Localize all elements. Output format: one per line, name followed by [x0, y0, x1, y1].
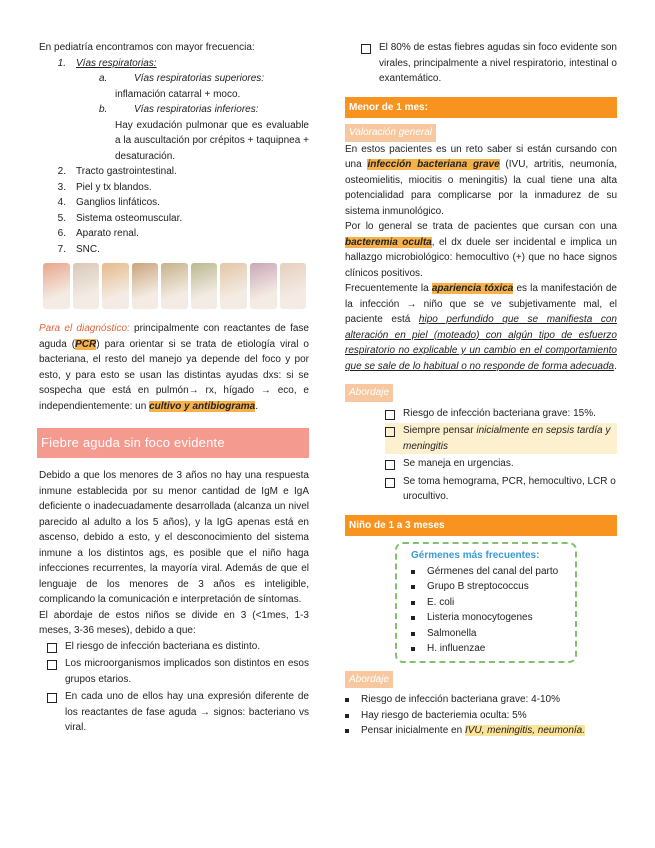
paragraph — [345, 142, 617, 220]
check-text — [403, 474, 617, 505]
list-item — [39, 211, 309, 227]
underlined-text: hipo perfundido que se manifiesta con alteración en piel (moteado) con algún tipo de esfuerzo respiratorio no explicable y un cambio en el comportamiento que se sale de lo habitual o no responde de forma adecuada — [345, 314, 617, 372]
highlight: apariencia tóxica — [431, 283, 514, 294]
organ-image — [73, 263, 100, 309]
check-text-part: Siempre pensar — [403, 425, 477, 436]
sub-item-a — [39, 71, 309, 87]
text: es la manifestación de la infección → niño que se ve subjetivamente mal, el paciente está — [345, 283, 617, 325]
organ-image — [220, 263, 247, 309]
check-text — [403, 423, 617, 454]
section-header: Menor de 1 mes: — [345, 97, 617, 119]
checkbox-icon — [385, 460, 395, 470]
list-number: 6. — [57, 228, 66, 239]
list-number: 4. — [57, 197, 66, 208]
list-number: 7. — [57, 243, 66, 255]
check-text-part: Se toma hemograma, PCR, hemocultivo, LCR o urocultivo. — [403, 475, 616, 502]
germs-box — [395, 542, 577, 663]
check-item — [385, 423, 617, 454]
list-item — [39, 226, 309, 242]
left-column — [39, 40, 309, 738]
organ-image — [102, 263, 129, 309]
check-item — [385, 456, 617, 472]
list-item — [39, 180, 309, 196]
right-column — [345, 40, 617, 739]
checkbox-icon — [47, 693, 57, 703]
germ-text: Listeria monocytogenes — [427, 612, 533, 623]
germ-text: Grupo B streptococcus — [427, 581, 529, 592]
checkbox-icon — [385, 478, 395, 488]
list-text: Tracto gastrointestinal. — [76, 166, 177, 177]
paragraph — [345, 281, 617, 374]
organ-image — [280, 263, 307, 309]
germ-item — [411, 641, 565, 657]
paragraph — [345, 219, 617, 281]
paragraph: Debido a que los menores de 3 años no hay una respuesta inmune establecida por su menor cantidad de IgM e IgA deficiente o inadecuadamente desarrollada (alcanza un nivel parecido al adulto a los 5 años), y la IgG apenas está en ascenso, debido a esto, y el desconocimiento del sistema inmune a los distintos ags, es posible que el niño haga infecciones recurrentes, la mayoría viral. Además de que el lenguaje de los menores de 3 años es inteligible, complicando la comunicación e interpretación de síntomas. — [39, 470, 309, 606]
system-list — [39, 56, 309, 72]
organ-image — [191, 263, 218, 309]
sub-letter: b. — [99, 104, 108, 115]
sub-letter: a. — [99, 73, 108, 84]
check-item — [47, 656, 309, 687]
check-text: En cada uno de ellos hay una expresión diferente de los reactantes de fase aguda → signos: bacteriano vs viral. — [65, 691, 309, 734]
text: (IVU, artritis, neumonía, osteomielitis, miocitis o meningitis) la cual tiene una alta potencialidad para complicarse por la inmadurez de su sistema inmunológico. — [345, 159, 618, 217]
text: Frecuentemente la — [345, 283, 432, 294]
text: Por lo general se trata de pacientes que cursan con una — [345, 221, 617, 232]
list-item — [39, 56, 309, 72]
check-text — [403, 406, 596, 422]
organ-image — [43, 263, 70, 309]
check-text-part: Se maneja en urgencias. — [403, 458, 514, 469]
text: , el dx duele ser incidental e implica un hallazgo microbiológico: hemocultivo (+) que no hace signos clínicos positivos. — [345, 236, 617, 279]
germ-item — [411, 579, 565, 595]
highlight: infección bacteriana grave — [367, 159, 500, 170]
checkbox-icon — [385, 410, 395, 420]
organ-image — [132, 263, 159, 309]
bullet-icon — [411, 616, 415, 620]
list-item — [39, 195, 309, 211]
germ-item — [411, 626, 565, 642]
check-item — [385, 474, 617, 505]
germ-text: H. influenzae — [427, 643, 486, 654]
dx-highlight: cultivo y antibiograma — [149, 400, 256, 412]
germ-item — [411, 610, 565, 626]
section-header: Niño de 1 a 3 meses — [345, 515, 617, 537]
bullet-text: Hay riesgo de bacteriemia oculta: 5% — [361, 709, 527, 721]
check-item — [47, 689, 309, 736]
dx-text: principalmente con reactantes de fase aguda ( — [39, 323, 309, 350]
dx-pcr: PCR — [75, 338, 97, 350]
bullet-icon — [411, 585, 415, 589]
list-number: 1. — [57, 57, 66, 69]
germ-text: E. coli — [427, 596, 455, 608]
bullet-item — [345, 708, 617, 724]
organ-image — [250, 263, 277, 309]
check-text — [403, 456, 514, 472]
subsection-label: Abordaje — [345, 671, 393, 689]
dx-text: ) para orientar si se trata de etiología viral o bacteriana, el resto del manejo ya depende del foco y por esto, y para esto se usan las distintas ayudas dxs: si se sospecha que está en pulmón→ rx, hígado → eco, e independientemente: un — [39, 338, 309, 412]
bullet-item — [345, 692, 617, 708]
check-text: Los microorganismos implicados son distintos en esos grupos etarios. — [65, 658, 309, 685]
check-text-part: Riesgo de infección bacteriana grave: 15%. — [403, 407, 596, 419]
bullet-icon — [411, 632, 415, 636]
check-text: El riesgo de infección bacteriana es distinto. — [65, 640, 261, 652]
bullet-highlight: IVU, meningitis, neumonía. — [464, 725, 586, 736]
check-list — [345, 406, 617, 505]
list-item — [39, 164, 309, 180]
list-item — [39, 242, 309, 258]
check-item — [385, 406, 617, 422]
germ-item — [411, 595, 565, 611]
check-item — [47, 639, 309, 655]
list-text: Aparato renal. — [76, 228, 139, 239]
bullet-icon — [411, 570, 415, 574]
organ-images — [43, 263, 309, 311]
sub-text: inflamación catarral + moco. — [115, 88, 241, 100]
bullet-list — [345, 692, 617, 739]
bullet-text: Riesgo de infección bacteriana grave: 4-10% — [361, 694, 561, 705]
check-list — [39, 639, 309, 736]
germ-item — [411, 564, 565, 580]
list-number: 5. — [57, 212, 66, 224]
germ-text: Gérmenes del canal del parto — [427, 565, 559, 577]
checkbox-icon — [47, 643, 57, 653]
text: En estos pacientes es un reto saber si están cursando con una — [345, 143, 617, 170]
bullet-icon — [345, 714, 349, 718]
dx-lead: Para el diagnóstico: — [39, 323, 130, 334]
bullet-item — [345, 723, 617, 739]
list-number: 2. — [57, 166, 66, 177]
check-item — [345, 40, 617, 87]
bullet-icon — [411, 601, 415, 605]
highlight: bacteremia oculta — [345, 236, 432, 248]
organ-image — [161, 263, 188, 309]
bullet-icon — [345, 698, 349, 702]
list-text: Ganglios linfáticos. — [76, 197, 160, 208]
sub-title: Vías respiratorias inferiores: — [134, 104, 259, 115]
list-text: Vías respiratorias: — [76, 57, 157, 69]
list-text: Piel y tx blandos. — [76, 181, 152, 193]
checkbox-icon — [385, 427, 395, 437]
sub-item-b — [39, 102, 309, 118]
list-number: 3. — [57, 181, 66, 193]
bullet-icon — [345, 729, 349, 733]
check-text: El 80% de estas fiebres agudas sin foco evidente son virales, principalmente a nivel respiratorio, intestinal o exantemático. — [379, 42, 617, 84]
sub-text: Hay exudación pulmonar que es evaluable a la auscultación por crépitos + taquipnea + desaturación. — [115, 119, 309, 162]
sub-title: Vías respiratorias superiores: — [134, 73, 265, 84]
checkbox-icon — [47, 660, 57, 670]
list-text: SNC. — [76, 243, 100, 255]
list-text: Sistema osteomuscular. — [76, 212, 183, 224]
system-list-rest — [39, 164, 309, 257]
intro-text: En pediatría encontramos con mayor frecuencia: — [39, 42, 255, 53]
germs-title: Gérmenes más frecuentes: — [411, 550, 540, 561]
subsection-label: Abordaje — [345, 384, 393, 402]
diagnosis-paragraph — [39, 321, 309, 414]
germ-text: Salmonella — [427, 627, 477, 639]
check-text-italic: inicialmente en sepsis tardía y meningitis — [403, 425, 611, 452]
section-title: Fiebre aguda sin foco evidente — [37, 428, 309, 458]
bullet-icon — [411, 647, 415, 651]
text: . — [614, 360, 617, 372]
checkbox-icon — [361, 44, 371, 54]
germs-list — [411, 564, 565, 657]
dx-text: . — [255, 400, 259, 412]
bullet-text: Pensar inicialmente en — [361, 725, 465, 736]
subsection-label: Valoración general — [345, 124, 436, 142]
paragraph: El abordaje de estos niños se divide en 3 (<1mes, 1-3 meses, 3-36 meses), debido a que: — [39, 609, 309, 637]
